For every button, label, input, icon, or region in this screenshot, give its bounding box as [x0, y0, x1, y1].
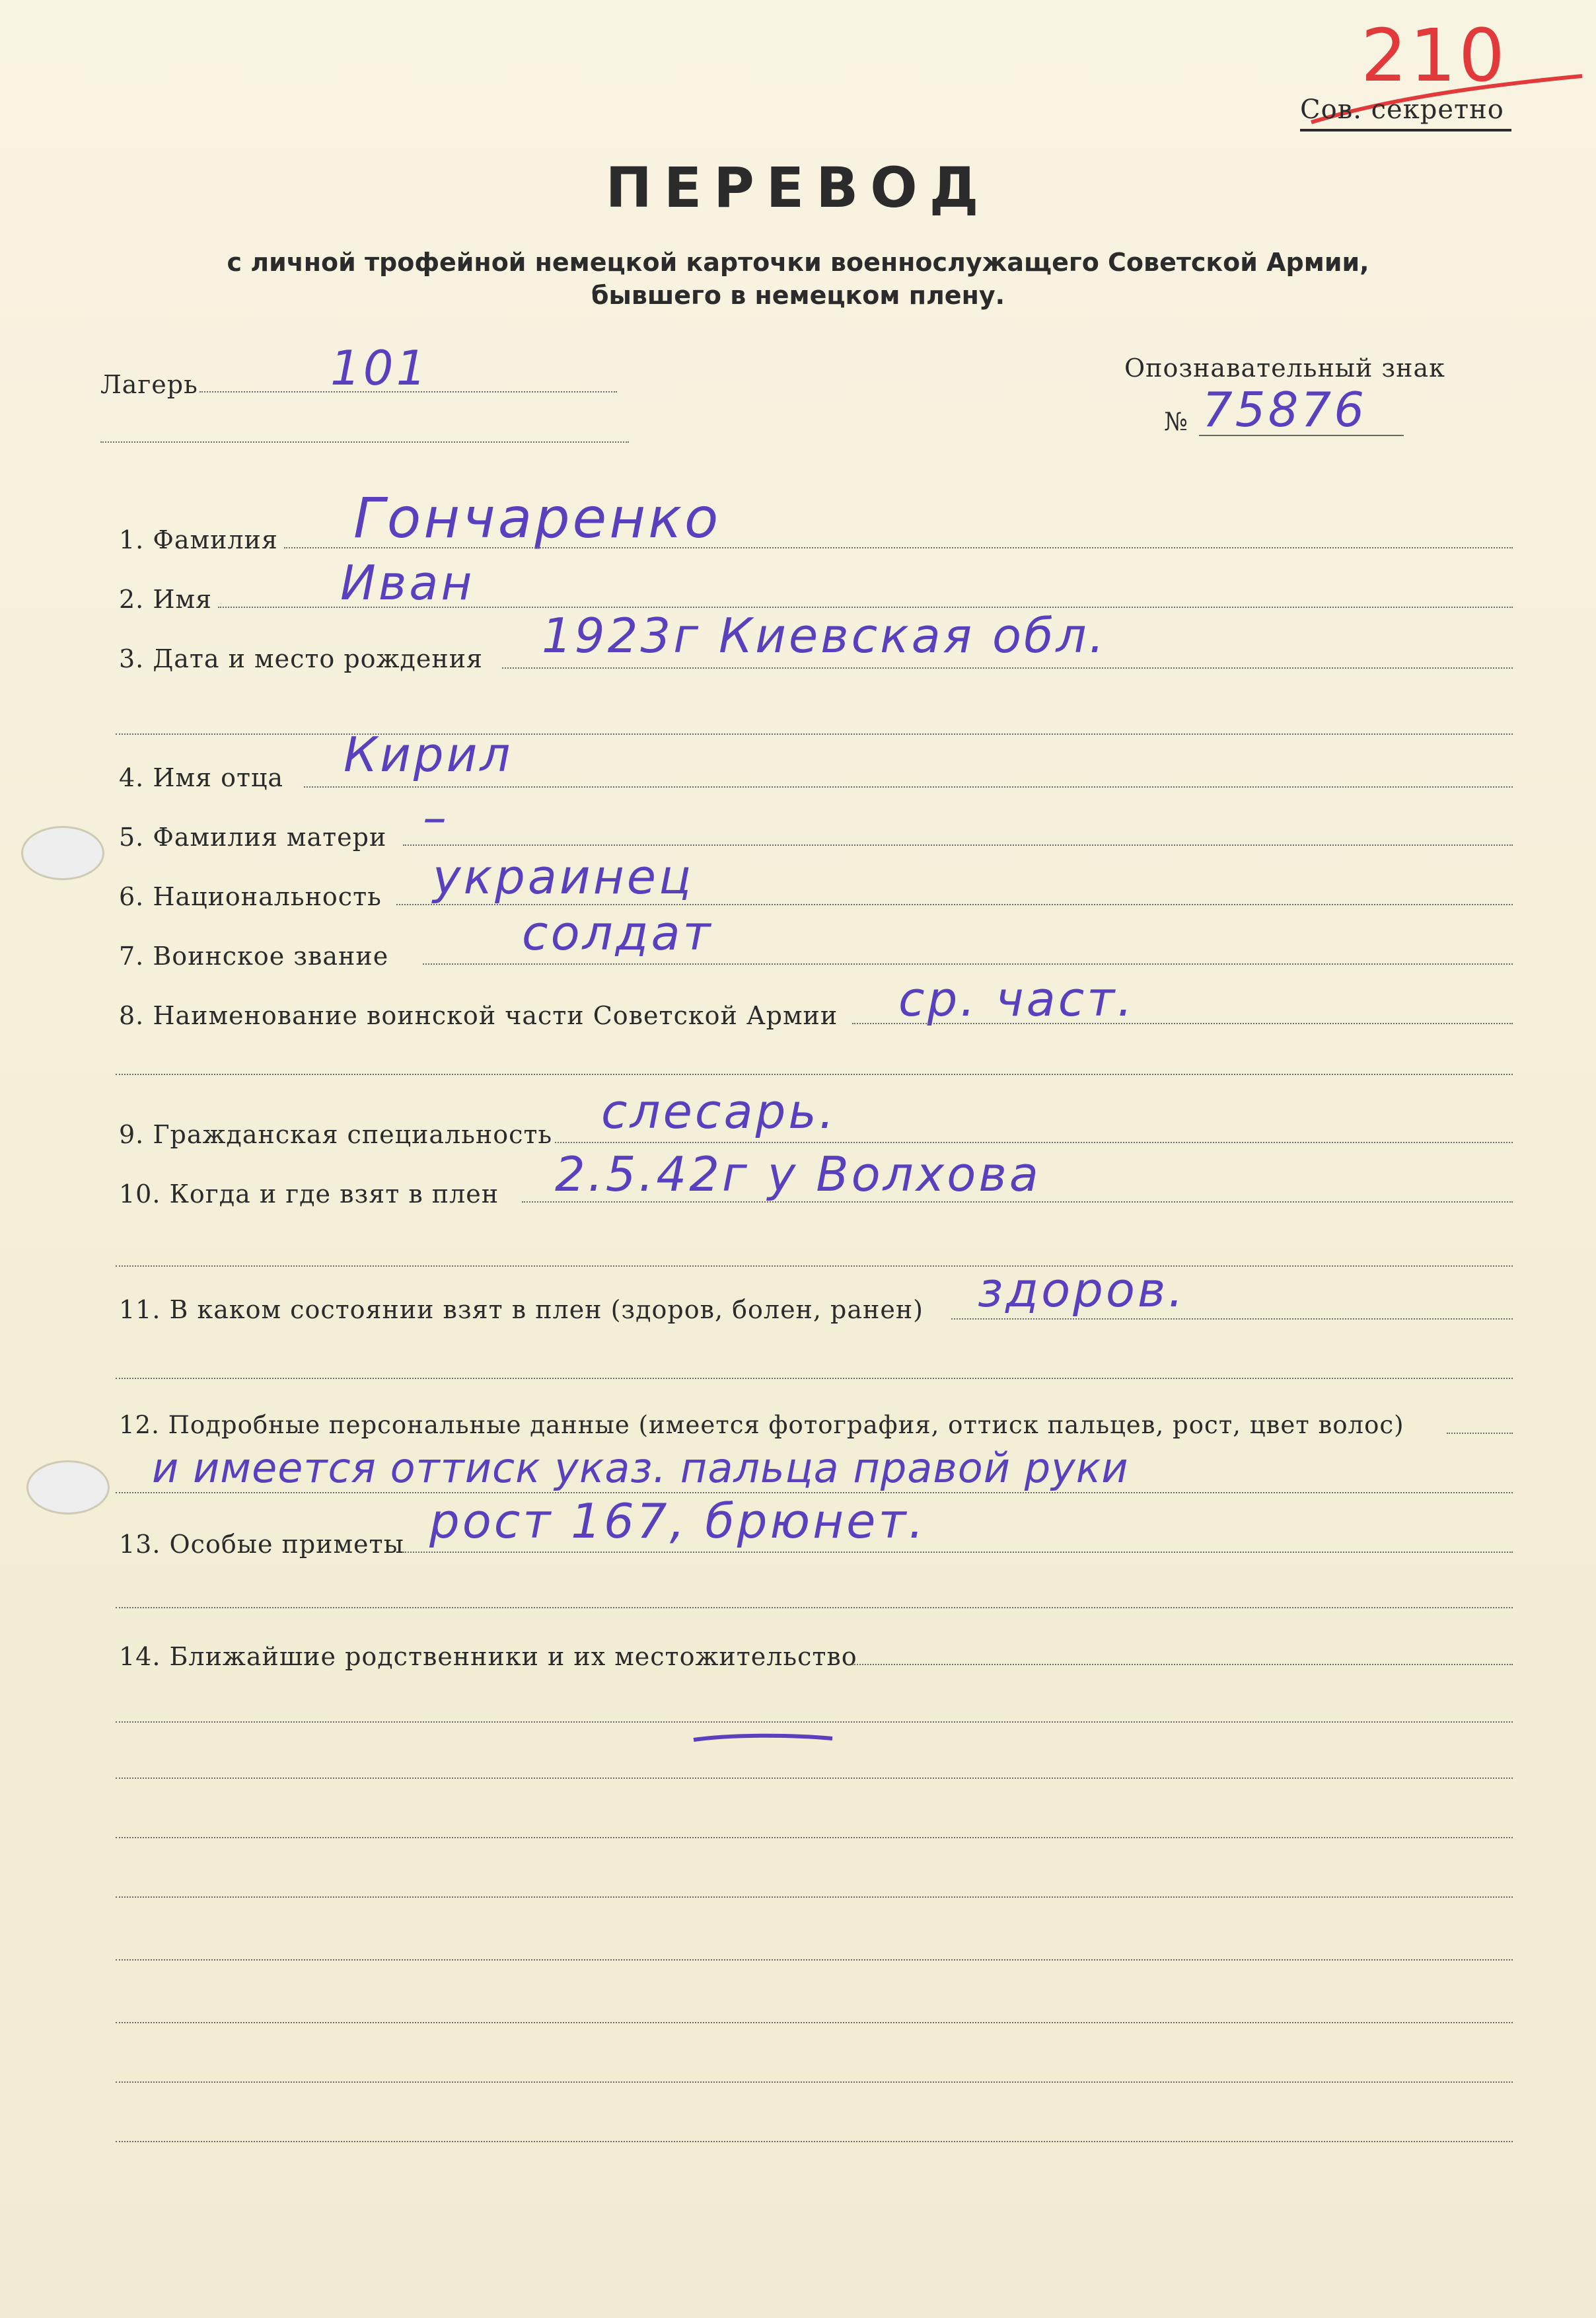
subtitle-line-1: с личной трофейной немецкой карточки военнослужащего Советской Армии, [227, 248, 1369, 277]
field-line-profession [555, 1142, 1513, 1143]
camp-value: 101 [330, 340, 429, 396]
field-value-features: рост 167, брюнет. [429, 1493, 927, 1549]
field-label-profession: 9. Гражданская специальность [119, 1120, 553, 1149]
field-line-features [403, 1552, 1513, 1553]
camp-extra-line [100, 441, 629, 443]
field-line-relatives [852, 1664, 1513, 1665]
field-label-name: 2. Имя [119, 585, 213, 614]
punch-hole-lower [26, 1460, 110, 1514]
red-mark: 210 [1361, 13, 1507, 98]
field-label-rank: 7. Воинское звание [119, 942, 389, 971]
classification-stamp: Сов. секретно [1300, 94, 1504, 125]
field-value-profession: слесарь. [601, 1084, 837, 1139]
blank-line-7 [116, 2081, 1513, 2083]
field-line-unit-extra [116, 1074, 1513, 1075]
document-title: ПЕРЕВОД [605, 155, 991, 220]
field-label-father: 4. Имя отца [119, 763, 284, 792]
field-value-birth: 1923г Киевская обл. [542, 608, 1107, 663]
punch-hole-upper [21, 826, 104, 880]
blank-line-5 [116, 1959, 1513, 1961]
subtitle-line-2: бывшего в немецком плену. [591, 281, 1005, 310]
field-line-condition-extra [116, 1378, 1513, 1379]
field-line-features-extra [116, 1607, 1513, 1608]
field-value-father: Кирил [344, 727, 513, 782]
field-label-surname: 1. Фамилия [119, 525, 278, 554]
field-line-father [304, 786, 1513, 788]
camp-label: Лагерь [100, 370, 198, 399]
classification-underline [1300, 129, 1511, 131]
field-label-captured: 10. Когда и где взят в плен [119, 1179, 499, 1209]
field-line-rank [423, 963, 1513, 965]
field-label-features: 13. Особые приметы [119, 1530, 404, 1559]
field-value-surname: Гончаренко [353, 486, 721, 550]
field-line-birth-extra [116, 733, 1513, 735]
field-label-mother: 5. Фамилия матери [119, 823, 387, 852]
field-line-mother [403, 844, 1513, 846]
field-label-unit: 8. Наименование воинской части Советской Армии [119, 1001, 838, 1030]
field-line-condition [951, 1318, 1513, 1320]
camp-underline [200, 391, 617, 393]
field-line-surname [284, 547, 1513, 548]
blank-line-6 [116, 2022, 1513, 2023]
blank-line-2 [116, 1777, 1513, 1779]
blank-line-4 [116, 1896, 1513, 1898]
blank-line-3 [116, 1837, 1513, 1838]
field-value-name: Иван [340, 555, 475, 611]
id-tag-number-prefix: № [1164, 407, 1188, 436]
field-label-relatives: 14. Ближайшие родственники и их местожительство [119, 1642, 857, 1671]
field-label-condition: 11. В каком состоянии взят в плен (здоров, болен, ранен) [119, 1295, 924, 1324]
field-line-captured-extra [116, 1265, 1513, 1267]
field-value-unit: ср. част. [898, 971, 1136, 1027]
field-value-personal-data: и имеется оттиск указ. пальца правой руки [152, 1444, 1129, 1492]
field-label-nationality: 6. Национальность [119, 882, 382, 911]
field-line-personal-data [1447, 1433, 1513, 1434]
blank-line-1 [116, 1721, 1513, 1723]
handwritten-dash [690, 1728, 836, 1748]
field-line-birth [502, 667, 1513, 669]
field-label-personal-data: 12. Подробные персональные данные (имеется фотография, оттиск пальцев, рост, цвет волос) [119, 1411, 1404, 1439]
field-value-captured: 2.5.42г у Волхова [555, 1146, 1041, 1202]
id-tag-value: 75876 [1202, 382, 1367, 437]
field-label-birth: 3. Дата и место рождения [119, 644, 484, 673]
id-tag-label: Опознавательный знак [1124, 354, 1445, 383]
id-tag-underline [1199, 435, 1404, 436]
field-line-captured [522, 1201, 1513, 1203]
field-value-condition: здоров. [978, 1262, 1186, 1318]
field-line-unit [852, 1023, 1513, 1024]
field-value-nationality: украинец [433, 849, 694, 905]
field-value-mother: – [423, 790, 449, 845]
blank-line-8 [116, 2141, 1513, 2142]
field-value-rank: солдат [522, 905, 713, 961]
